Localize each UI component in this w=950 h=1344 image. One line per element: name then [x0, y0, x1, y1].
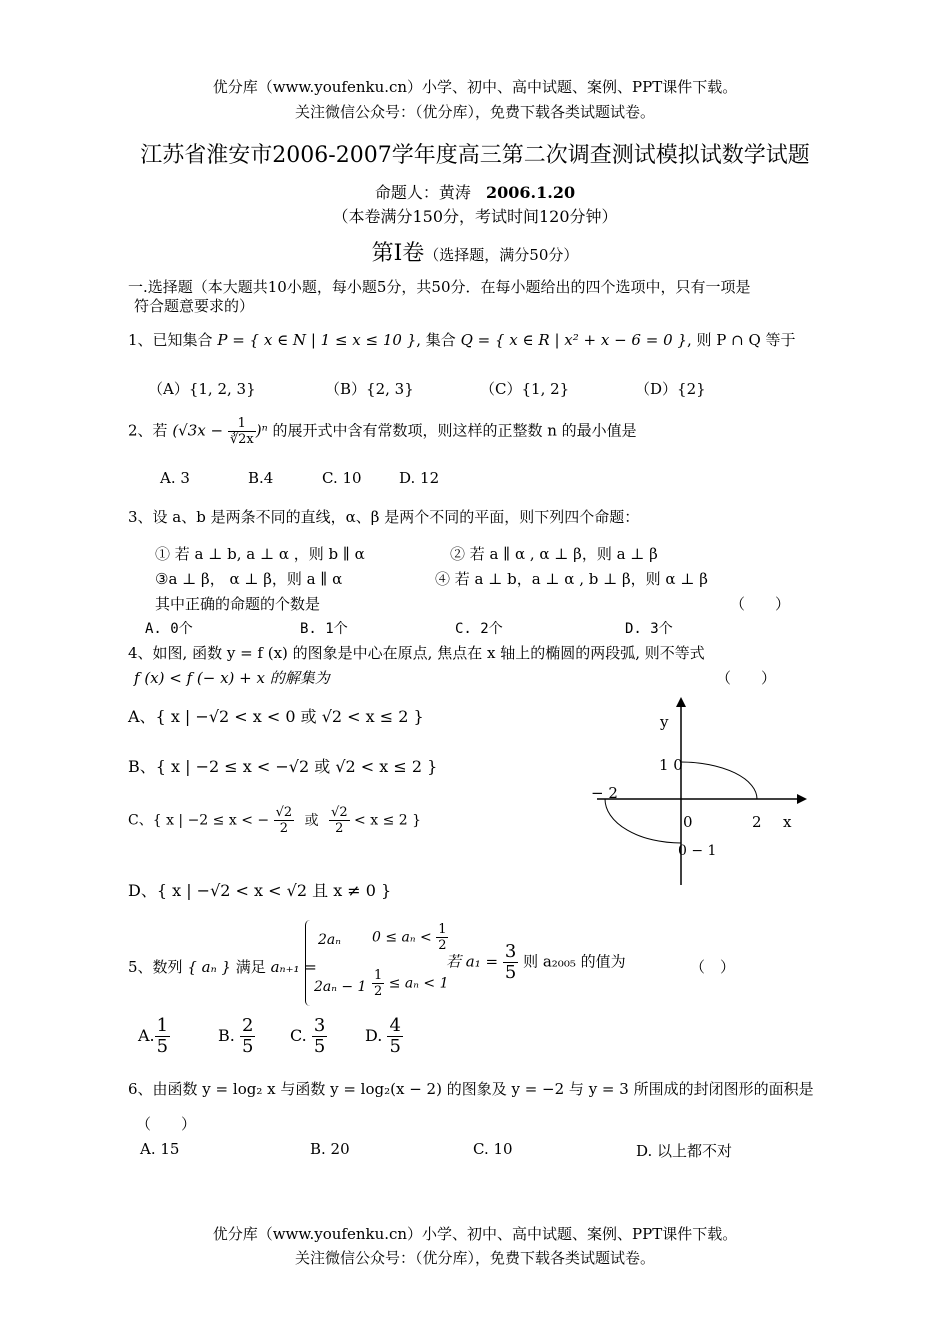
q1-option-b[interactable]: （B）{2, 3}: [325, 380, 414, 398]
frac-den: 2: [438, 938, 447, 953]
q4-option-d[interactable]: D、{ x | −√2 < x < √2 且 x ≠ 0 }: [128, 881, 392, 900]
q4-option-c-frac-1: [274, 805, 295, 836]
frac-den: 2: [335, 821, 344, 836]
q5-lhs: aₙ₊₁ =: [270, 958, 317, 976]
q1-stem-mid: , 集合: [416, 331, 456, 349]
q6-answer-paren[interactable]: （ ）: [136, 1115, 197, 1133]
q5-then: 则 a₂₀₀₅ 的值为: [523, 952, 626, 971]
tick-neg2: − 2: [591, 784, 618, 802]
y-axis-arrow-icon: [676, 697, 686, 707]
x-axis-arrow-icon: [797, 794, 807, 804]
q1-option-d[interactable]: （D）{2}: [635, 380, 706, 398]
author-label: 命题人：黄涛: [374, 183, 471, 202]
q5-stem-a: 5、数列: [128, 958, 183, 976]
tick-0-neg1: 0 − 1: [678, 843, 717, 859]
q3-prop-4: ④ 若 a ⊥ b，a ⊥ α , b ⊥ β，则 α ⊥ β: [435, 570, 708, 588]
q1-option-c[interactable]: （C）{1, 2}: [480, 380, 570, 398]
q5-answer-paren[interactable]: （ ）: [690, 958, 736, 976]
section-line-2: 符合题意要求的）: [134, 297, 255, 315]
frac-num: 1: [374, 968, 383, 983]
q5-case-2-expr: 2aₙ − 1: [314, 979, 367, 995]
part-title-line: [0, 236, 950, 267]
q5-stem-start: [128, 956, 317, 977]
q5-a1-frac: [503, 942, 518, 983]
q1-stem-start: 1、已知集合: [128, 331, 213, 349]
q5-case-1-cond: [372, 922, 448, 953]
q5-stem-end: [446, 942, 626, 983]
frac-den: 5: [504, 962, 517, 983]
q2-stem: [128, 416, 637, 447]
part-title: 第Ⅰ卷: [371, 241, 425, 266]
q4-ellipse-graph: [585, 695, 815, 890]
q6-option-a[interactable]: A. 15: [140, 1140, 180, 1158]
q2-frac-num: 1: [228, 416, 256, 432]
option-frac: [240, 1016, 255, 1057]
exam-info: （本卷满分150分，考试时间120分钟）: [332, 207, 618, 226]
q4-option-c-frac-2: [329, 805, 350, 836]
q1-option-a[interactable]: （A）{1, 2, 3}: [148, 380, 256, 398]
tick-0: 0: [683, 813, 693, 831]
q5-sequence: { aₙ }: [187, 958, 231, 976]
frac-den: 5: [156, 1036, 169, 1057]
q4-option-a[interactable]: A、{ x | −√2 < x < 0 或 √2 < x ≤ 2 }: [128, 707, 424, 726]
q5-option-d[interactable]: [365, 1016, 403, 1057]
q2-fraction: [228, 416, 256, 447]
part-subtitle: （选择题，满分50分）: [424, 246, 579, 264]
q2-option-b[interactable]: B.4: [248, 469, 274, 487]
option-label: A.: [138, 1026, 155, 1045]
q2-option-d[interactable]: D. 12: [399, 469, 440, 487]
q6-stem: 6、由函数 y = log₂ x 与函数 y = log₂(x − 2) 的图象及 y = −2 与 y = 3 所围成的封闭图形的面积是: [128, 1080, 814, 1098]
frac-num: 4: [389, 1015, 401, 1036]
q3-prop-1: ① 若 a ⊥ b, a ⊥ α ，则 b ∥ α: [155, 545, 365, 563]
q5-option-b[interactable]: [218, 1016, 255, 1057]
q5-if: 若 a₁ =: [446, 952, 499, 971]
author-date: 2006.1.20: [486, 183, 576, 202]
q3-option-c[interactable]: C. 2个: [455, 621, 503, 637]
frac-num: √2: [331, 805, 348, 820]
frac-num: 1: [438, 922, 447, 937]
q5-case-brace: [305, 920, 310, 1006]
q5-option-c[interactable]: [290, 1016, 327, 1057]
frac-num: 3: [504, 941, 517, 962]
frac-den: 5: [389, 1036, 401, 1057]
q1-set-q: Q = { x ∈ R | x² + x − 6 = 0 }: [460, 331, 687, 349]
q2-option-c[interactable]: C. 10: [322, 469, 362, 487]
q3-option-b[interactable]: B. 1个: [300, 621, 348, 637]
q2-expr-post: )ⁿ: [255, 421, 268, 440]
upper-arc: [681, 762, 757, 799]
q5-option-a[interactable]: [138, 1016, 170, 1057]
option-label: D.: [365, 1026, 383, 1045]
lower-arc: [605, 799, 681, 843]
x-label: x: [783, 813, 792, 831]
q2-expr-pre: (√3x −: [172, 421, 224, 440]
option-frac: [155, 1016, 170, 1057]
page-title: 江苏省淮安市2006-2007学年度高三第二次调查测试模拟试数学试题: [140, 143, 810, 168]
tick-2: 2: [752, 813, 762, 831]
y-label: y: [660, 713, 669, 731]
q4-option-c[interactable]: [128, 805, 421, 836]
q6-option-c[interactable]: C. 10: [473, 1140, 513, 1158]
frac-den: 5: [313, 1036, 326, 1057]
q4-option-c-post: < x ≤ 2 }: [354, 812, 422, 829]
frac-num: 1: [156, 1015, 169, 1036]
q4-answer-paren[interactable]: （ ）: [716, 669, 777, 687]
q4-stem-1: 4、如图, 函数 y = f (x) 的图象是中心在原点, 焦点在 x 轴上的椭圆的两段弧, 则不等式: [128, 644, 705, 662]
q3-ask: 其中正确的命题的个数是: [155, 595, 321, 613]
q5-case-2-cond: [372, 968, 448, 999]
option-frac: [312, 1016, 327, 1057]
q4-stem-2: f (x) < f (− x) + x 的解集为: [134, 669, 330, 687]
tick-10: 1 0: [659, 756, 683, 774]
q3-option-a[interactable]: A. 0个: [145, 621, 193, 637]
q2-frac-den: ∛2x: [229, 432, 254, 447]
q1-stem-tail: , 则 P ∩ Q 等于: [686, 331, 796, 349]
q5-case-2-cond-post: ≤ aₙ < 1: [388, 975, 449, 992]
header-line-2: 关注微信公众号：（优分库），免费下载各类试题试卷。: [294, 103, 655, 121]
q5-satisfy: 满足: [235, 958, 266, 976]
q4-option-b[interactable]: B、{ x | −2 ≤ x < −√2 或 √2 < x ≤ 2 }: [128, 757, 438, 776]
q5-half-2: [372, 968, 384, 999]
q4-option-c-pre: C、{ x | −2 ≤ x < −: [128, 812, 270, 829]
q3-stem: 3、设 a、b 是两条不同的直线，α、β 是两个不同的平面，则下列四个命题：: [128, 508, 640, 526]
q5-case-1-expr: 2aₙ: [318, 932, 341, 948]
q3-prop-2: ② 若 a ∥ α , α ⊥ β，则 a ⊥ β: [450, 545, 658, 563]
q3-prop-3: ③a ⊥ β， α ⊥ β，则 a ∥ α: [155, 570, 343, 588]
q1-stem: [128, 329, 796, 350]
frac-num: 2: [241, 1015, 254, 1036]
section-line-1: 一.选择题（本大题共10小题，每小题5分，共50分．在每小题给出的四个选项中，只有一项是: [128, 278, 751, 296]
q1-set-p: P = { x ∈ N | 1 ≤ x ≤ 10 }: [217, 331, 417, 349]
author-line: [0, 180, 950, 203]
header-line-1: 优分库（www.youfenku.cn）小学、初中、高中试题、案例、PPT课件下载。: [212, 78, 738, 96]
frac-den: 5: [241, 1036, 254, 1057]
frac-den: 2: [279, 821, 288, 836]
frac-den: 2: [374, 984, 383, 999]
q5-case-1-cond-pre: 0 ≤ aₙ <: [372, 929, 432, 946]
q2-stem-start: 2、若: [128, 421, 168, 440]
option-label: C.: [290, 1026, 307, 1045]
q2-option-a[interactable]: A. 3: [160, 469, 190, 487]
option-label: B.: [218, 1026, 235, 1045]
q3-option-d[interactable]: D. 3个: [625, 621, 673, 637]
footer-line-1: 优分库（www.youfenku.cn）小学、初中、高中试题、案例、PPT课件下载。: [212, 1225, 738, 1243]
footer-line-2: 关注微信公众号：（优分库），免费下载各类试题试卷。: [294, 1249, 655, 1267]
q4-option-c-mid: 或: [304, 812, 319, 829]
q6-option-d[interactable]: D. 以上都不对: [636, 1142, 733, 1160]
q2-stem-tail: 的展开式中含有常数项，则这样的正整数 n 的最小值是: [272, 421, 637, 440]
q3-answer-paren[interactable]: （ ）: [730, 595, 791, 613]
q6-option-b[interactable]: B. 20: [310, 1140, 350, 1158]
frac-num: √2: [275, 805, 293, 820]
frac-num: 3: [313, 1015, 326, 1036]
option-frac: [387, 1016, 402, 1057]
